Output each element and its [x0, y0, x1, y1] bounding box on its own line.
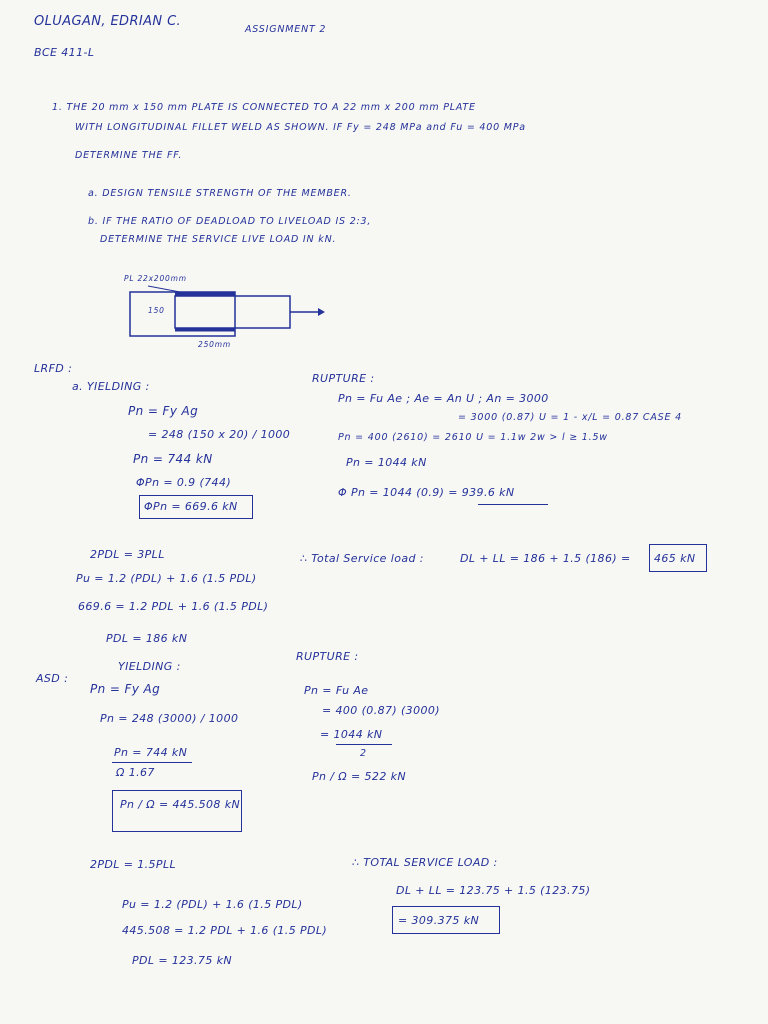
- asd-rupture-title: RUPTURE :: [296, 650, 359, 663]
- lrfd-pu-equation: Pu = 1.2 (PDL) + 1.6 (1.5 PDL): [76, 572, 257, 585]
- problem-part-b-1: b. IF THE RATIO OF DEADLOAD TO LIVELOAD IS 2:3,: [88, 216, 372, 227]
- problem-part-b-2: DETERMINE THE SERVICE LIVE LOAD IN kN.: [100, 234, 337, 245]
- asd-rupture-answer: Pn / Ω = 522 kN: [312, 770, 407, 783]
- plate-connection-figure: [120, 272, 330, 352]
- lrfd-total-label: ∴ Total Service load :: [300, 552, 424, 565]
- asd-rupture-fraction-bar: [336, 744, 392, 745]
- lrfd-rupture-eq-4: Pn = 1044 kN: [346, 456, 427, 469]
- lrfd-yield-answer: ΦPn = 669.6 kN: [144, 500, 238, 513]
- lrfd-rupture-eq-2: = 3000 (0.87) U = 1 - x/L = 0.87 CASE 4: [458, 412, 682, 423]
- lrfd-total-answer-box: [649, 544, 707, 572]
- assignment-title: ASSIGNMENT 2: [245, 24, 327, 35]
- plate-size-label: PL 22x200mm: [124, 274, 187, 283]
- lrfd-rupture-eq-3: Pn = 400 (2610) = 2610 U = 1.1w 2w > l ≥ 1.5w: [338, 432, 608, 443]
- asd-yield-eq-1: Pn = Fy Ag: [90, 682, 161, 696]
- problem-line-2: WITH LONGITUDINAL FILLET WELD AS SHOWN. IF Fy = 248 MPa and Fu = 400 MPa: [75, 122, 526, 133]
- lrfd-yield-answer-box: [139, 495, 253, 519]
- asd-yield-answer-box: [112, 790, 242, 832]
- student-name: OLUAGAN, EDRIAN C.: [34, 14, 182, 29]
- lrfd-yield-eq-3: Pn = 744 kN: [133, 452, 213, 466]
- lrfd-total-answer: 465 kN: [654, 552, 696, 565]
- lrfd-rupture-answer: Φ Pn = 1044 (0.9) = 939.6 kN: [338, 486, 515, 499]
- asd-rupture-fraction-den: 2: [360, 748, 367, 759]
- asd-load-ratio: 2PDL = 1.5PLL: [90, 858, 177, 871]
- asd-total-answer-box: [392, 906, 500, 934]
- asd-rupture-eq-2: = 400 (0.87) (3000): [322, 704, 440, 717]
- plate-width-label: 150: [148, 306, 165, 315]
- asd-pu-substitution: 445.508 = 1.2 PDL + 1.6 (1.5 PDL): [122, 924, 328, 937]
- lrfd-pu-substitution: 669.6 = 1.2 PDL + 1.6 (1.5 PDL): [78, 600, 269, 613]
- lrfd-yield-eq-2: = 248 (150 x 20) / 1000: [148, 428, 291, 441]
- lrfd-load-ratio: 2PDL = 3PLL: [90, 548, 165, 561]
- lrfd-rupture-underline: [478, 504, 548, 505]
- asd-pdl-result: PDL = 123.75 kN: [132, 954, 233, 967]
- asd-yielding-title: YIELDING :: [118, 660, 181, 673]
- asd-yield-fraction-den: Ω 1.67: [116, 766, 155, 779]
- asd-label: ASD :: [36, 672, 69, 685]
- lrfd-yield-eq-1: Pn = Fy Ag: [128, 404, 199, 418]
- course-code: BCE 411-L: [34, 46, 95, 59]
- weld-length-label: 250mm: [198, 340, 231, 349]
- asd-total-answer: = 309.375 kN: [398, 914, 480, 927]
- lrfd-yielding-title: a. YIELDING :: [72, 380, 150, 393]
- asd-yield-fraction-bar: [112, 762, 192, 763]
- asd-yield-fraction-num: Pn = 744 kN: [114, 746, 188, 759]
- asd-pu-equation: Pu = 1.2 (PDL) + 1.6 (1.5 PDL): [122, 898, 303, 911]
- asd-yield-answer: Pn / Ω = 445.508 kN: [120, 798, 241, 811]
- problem-line-1: 1. THE 20 mm x 150 mm PLATE IS CONNECTED TO A 22 mm x 200 mm PLATE: [52, 102, 476, 113]
- asd-yield-eq-2: Pn = 248 (3000) / 1000: [100, 712, 239, 725]
- problem-part-a: a. DESIGN TENSILE STRENGTH OF THE MEMBER.: [88, 188, 352, 199]
- lrfd-pdl-result: PDL = 186 kN: [106, 632, 188, 645]
- lrfd-rupture-title: RUPTURE :: [312, 372, 375, 385]
- asd-rupture-fraction-num: = 1044 kN: [320, 728, 383, 741]
- asd-rupture-eq-1: Pn = Fu Ae: [304, 684, 369, 697]
- lrfd-yield-eq-4: ΦPn = 0.9 (744): [136, 476, 232, 489]
- lrfd-label: LRFD :: [34, 362, 73, 375]
- problem-line-3: DETERMINE THE FF.: [75, 150, 183, 161]
- lrfd-total-expression: DL + LL = 186 + 1.5 (186) =: [460, 552, 631, 565]
- asd-total-expression: DL + LL = 123.75 + 1.5 (123.75): [396, 884, 591, 897]
- asd-total-label: ∴ TOTAL SERVICE LOAD :: [352, 856, 498, 869]
- lrfd-rupture-eq-1: Pn = Fu Ae ; Ae = An U ; An = 3000: [338, 392, 549, 405]
